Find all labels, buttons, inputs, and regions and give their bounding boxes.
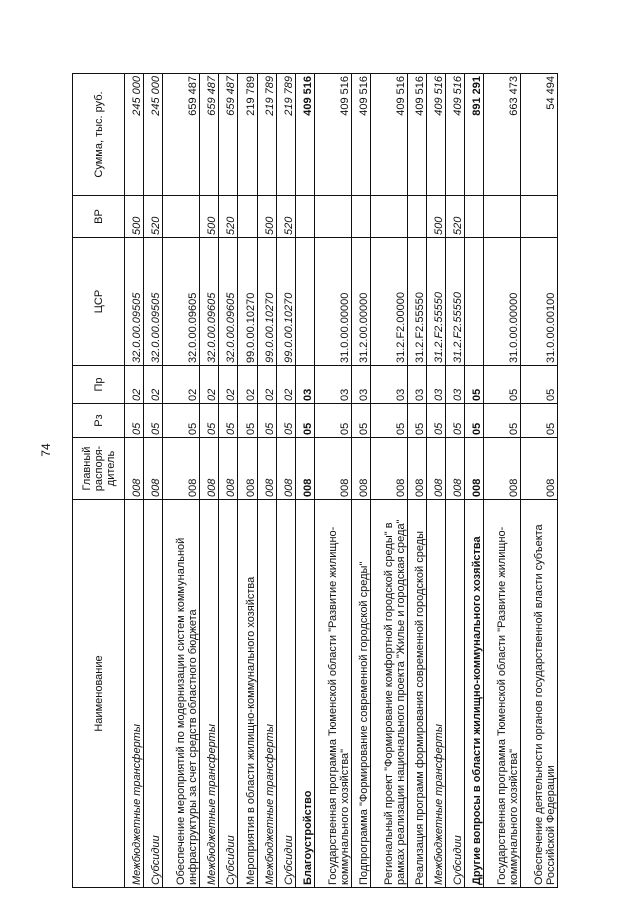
row-pr: 05 [465,366,484,404]
row-name: Межбюджетные трансферты [426,500,445,888]
row-name: Обеспечение деятельности органов государственной власти субъекта Российской Федерации [521,500,558,888]
row-rz: 05 [407,404,426,438]
row-pr: 02 [163,366,200,404]
header-csr: ЦСР [73,238,125,366]
table-row [370,74,407,888]
row-admin: 008 [276,438,295,500]
row-sum: 54 494 [521,74,558,196]
row-admin: 008 [465,438,484,500]
row-sum: 409 516 [295,74,314,196]
header-sum: Сумма, тыс. руб. [73,74,125,196]
row-name: Государственная программа Тюменской области "Развитие жилищно-коммунального хозяйства" [314,500,351,888]
row-rz: 05 [351,404,370,438]
row-csr: 31.2.00.00000 [351,238,370,366]
row-sum: 659 487 [163,74,200,196]
row-name: Межбюджетные трансферты [125,500,144,888]
row-name: Субсидии [144,500,163,888]
row-rz: 05 [465,404,484,438]
row-vr [351,196,370,238]
row-pr: 03 [314,366,351,404]
row-rz: 05 [125,404,144,438]
row-admin: 008 [314,438,351,500]
table-row [445,74,464,888]
row-csr: 32.0.00.09605 [163,238,200,366]
row-admin: 008 [163,438,200,500]
row-name: Другие вопросы в области жилищно-коммунального хозяйства [465,500,484,888]
row-vr: 500 [257,196,276,238]
row-vr: 520 [445,196,464,238]
row-csr: 31.0.00.00000 [484,238,521,366]
row-admin: 008 [351,438,370,500]
row-pr: 03 [407,366,426,404]
row-name: Государственная программа Тюменской области "Развитие жилищно-коммунального хозяйства" [484,500,521,888]
table-body [125,74,558,888]
row-pr: 03 [295,366,314,404]
row-pr: 02 [125,366,144,404]
row-rz: 05 [484,404,521,438]
row-csr: 31.2.F2.55550 [445,238,464,366]
row-admin: 008 [200,438,219,500]
row-sum: 245 000 [144,74,163,196]
table-row [276,74,295,888]
row-csr: 32.0.00.09605 [200,238,219,366]
row-sum: 659 487 [219,74,238,196]
table-row [200,74,219,888]
row-admin: 008 [370,438,407,500]
row-vr [521,196,558,238]
header-pr: Пр [73,366,125,404]
row-admin: 008 [426,438,445,500]
row-vr: 520 [219,196,238,238]
budget-table [72,73,558,888]
row-name: Обеспечение мероприятий по модернизации систем коммунальной инфраструктуры за счет средств областного бюджета [163,500,200,888]
row-csr: 31.2.F2.55550 [407,238,426,366]
row-pr: 03 [426,366,445,404]
table-row [163,74,200,888]
row-pr: 02 [257,366,276,404]
table-row [407,74,426,888]
row-sum: 219 789 [238,74,257,196]
row-vr [484,196,521,238]
row-name: Реализация программ формирования современной городской среды [407,500,426,888]
row-pr: 03 [370,366,407,404]
table-row [314,74,351,888]
row-pr: 02 [200,366,219,404]
row-name: Субсидии [445,500,464,888]
row-admin: 008 [125,438,144,500]
row-rz: 05 [521,404,558,438]
row-rz: 05 [295,404,314,438]
table-row [521,74,558,888]
row-sum: 409 516 [351,74,370,196]
row-rz: 05 [257,404,276,438]
row-csr: 32.0.00.09605 [219,238,238,366]
row-csr: 99.0.00.10270 [238,238,257,366]
row-vr [314,196,351,238]
table-row [351,74,370,888]
row-vr: 500 [200,196,219,238]
row-pr: 05 [521,366,558,404]
row-csr: 31.2.F2.55550 [426,238,445,366]
row-pr: 02 [219,366,238,404]
row-name: Межбюджетные трансферты [257,500,276,888]
row-name: Субсидии [276,500,295,888]
row-rz: 05 [426,404,445,438]
table-row [125,74,144,888]
row-admin: 008 [144,438,163,500]
row-sum: 891 291 [465,74,484,196]
row-vr [295,196,314,238]
row-admin: 008 [257,438,276,500]
row-rz: 05 [445,404,464,438]
row-name: Субсидии [219,500,238,888]
row-sum: 409 516 [445,74,464,196]
row-sum: 219 789 [276,74,295,196]
table-row [144,74,163,888]
row-admin: 008 [219,438,238,500]
row-rz: 05 [163,404,200,438]
row-csr [295,238,314,366]
row-csr: 31.0.00.00000 [314,238,351,366]
row-pr: 03 [445,366,464,404]
table-row [484,74,521,888]
row-name: Межбюджетные трансферты [200,500,219,888]
row-sum: 409 516 [314,74,351,196]
row-pr: 02 [276,366,295,404]
row-sum: 219 789 [257,74,276,196]
row-admin: 008 [484,438,521,500]
row-admin: 008 [295,438,314,500]
page-number: 74 [39,443,53,457]
row-rz: 05 [314,404,351,438]
row-admin: 008 [238,438,257,500]
row-rz: 05 [238,404,257,438]
row-vr: 520 [276,196,295,238]
row-csr: 99.0.00.10270 [276,238,295,366]
row-name: Мероприятия в области жилищно-коммунального хозяйства [238,500,257,888]
row-sum: 659 487 [200,74,219,196]
row-name: Подпрограмма "Формирование современной городской среды" [351,500,370,888]
row-rz: 05 [200,404,219,438]
budget-table-container [72,74,558,888]
row-rz: 05 [219,404,238,438]
table-row [238,74,257,888]
row-name: Благоустройство [295,500,314,888]
row-rz: 05 [144,404,163,438]
header-name: Наименование [73,500,125,888]
row-csr: 31.0.00.00100 [521,238,558,366]
row-sum: 245 000 [125,74,144,196]
row-vr [163,196,200,238]
row-csr [465,238,484,366]
row-csr: 32.0.00.09505 [125,238,144,366]
row-vr: 500 [125,196,144,238]
row-csr: 32.0.00.09505 [144,238,163,366]
table-row [219,74,238,888]
row-sum: 663 473 [484,74,521,196]
header-admin: Главный распоря-дитель [73,438,125,500]
table-row [257,74,276,888]
row-admin: 008 [445,438,464,500]
row-sum: 409 516 [407,74,426,196]
row-pr: 02 [238,366,257,404]
row-vr [370,196,407,238]
table-row [295,74,314,888]
table-row [426,74,445,888]
row-admin: 008 [521,438,558,500]
row-vr [238,196,257,238]
header-rz: Рз [73,404,125,438]
row-pr: 02 [144,366,163,404]
row-csr: 31.2.F2.00000 [370,238,407,366]
table-header-row [73,74,125,888]
row-vr: 520 [144,196,163,238]
row-sum: 409 516 [426,74,445,196]
row-vr [465,196,484,238]
row-csr: 99.0.00.10270 [257,238,276,366]
row-sum: 409 516 [370,74,407,196]
row-name: Региональный проект "Формирование комфортной городской среды" в рамках реализации национального проекта "Жилье и городская среда" [370,500,407,888]
row-pr: 05 [484,366,521,404]
row-rz: 05 [276,404,295,438]
table-row [465,74,484,888]
row-admin: 008 [407,438,426,500]
row-vr: 500 [426,196,445,238]
row-pr: 03 [351,366,370,404]
row-vr [407,196,426,238]
row-rz: 05 [370,404,407,438]
header-vr: ВР [73,196,125,238]
